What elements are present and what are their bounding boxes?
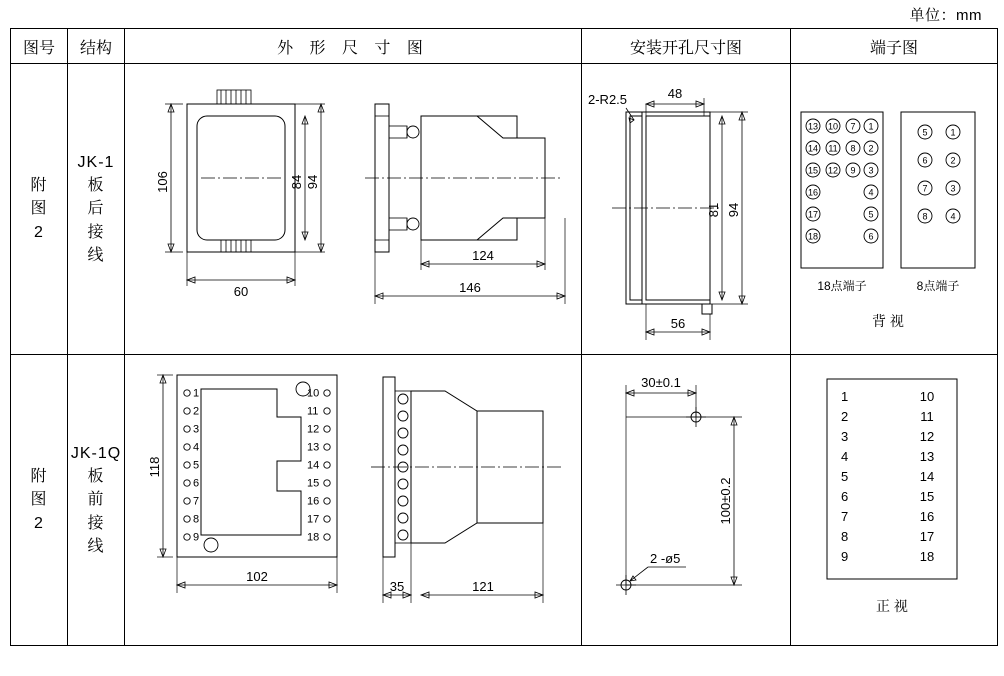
terminal-num: 14 <box>807 143 819 154</box>
terminal-num: 6 <box>868 231 874 242</box>
dim-102: 102 <box>246 569 268 584</box>
terminal-num: 16 <box>807 187 819 198</box>
figure-no-char: 2 <box>34 223 44 241</box>
terminal-num: 15 <box>807 165 819 176</box>
cell-outline-1 <box>125 64 582 355</box>
cell-terminal-2 <box>791 355 998 646</box>
cell-structure-2 <box>68 355 125 646</box>
table-row <box>11 355 998 646</box>
caption-8pt: 8点端子 <box>916 279 960 293</box>
terminal-num: 9 <box>850 165 856 176</box>
dim-106: 106 <box>155 171 170 193</box>
structure-char: JK-1 <box>77 154 115 172</box>
header-terminal: 端子图 <box>791 29 998 64</box>
terminal-num: 15 <box>919 489 935 504</box>
dim-48: 48 <box>667 86 683 101</box>
unit-note: 单位：mm <box>909 7 982 24</box>
cell-figure-no-1 <box>11 64 68 355</box>
figure-no-char: 图 <box>30 200 48 218</box>
terminal-num: 17 <box>807 209 819 220</box>
structure-char: JK-1Q <box>70 445 122 463</box>
pin-label: 16 <box>307 495 320 508</box>
terminal-num: 18 <box>919 549 935 564</box>
terminal-num: 3 <box>950 183 956 194</box>
terminal-num: 10 <box>827 121 839 132</box>
terminal-diagram-jk1q <box>791 355 995 643</box>
terminal-num: 6 <box>922 155 928 166</box>
caption-18pt: 18点端子 <box>817 279 867 293</box>
terminal-num: 18 <box>807 231 819 242</box>
dim-118: 118 <box>147 456 162 478</box>
terminal-num: 2 <box>841 409 849 424</box>
terminal-num: 3 <box>868 165 874 176</box>
dim-2-d5: 2 -ø5 <box>650 551 681 566</box>
structure-1 <box>68 151 124 267</box>
structure-2 <box>68 442 124 558</box>
terminal-num: 2 <box>868 143 874 154</box>
terminal-num: 5 <box>841 469 849 484</box>
terminal-num: 14 <box>919 469 935 484</box>
pin-label: 13 <box>307 441 320 454</box>
dim-2R25: 2-R2.5 <box>588 92 628 107</box>
terminal-num: 17 <box>919 529 935 544</box>
table-row <box>11 64 998 355</box>
cell-outline-2 <box>125 355 582 646</box>
cell-terminal-1 <box>791 64 998 355</box>
pin-label: 12 <box>307 423 320 436</box>
cell-figure-no-2 <box>11 355 68 646</box>
terminal-num: 4 <box>841 449 849 464</box>
pin-label: 2 <box>193 405 200 418</box>
cell-mounting-1 <box>582 64 791 355</box>
header-outline: 外 形 尺 寸 图 <box>125 29 582 64</box>
terminal-num: 9 <box>841 549 849 564</box>
terminal-num: 7 <box>922 183 928 194</box>
terminal-num: 2 <box>950 155 956 166</box>
dim-35: 35 <box>389 579 405 594</box>
dim-81: 81 <box>706 202 721 218</box>
pin-label: 7 <box>193 495 200 508</box>
dim-60: 60 <box>233 284 249 299</box>
terminal-num: 12 <box>827 165 839 176</box>
dim-124: 124 <box>472 248 494 263</box>
terminal-num: 8 <box>850 143 856 154</box>
structure-char: 接 <box>87 514 105 532</box>
table-header-row <box>11 29 998 64</box>
structure-char: 前 <box>87 491 105 509</box>
pin-label: 10 <box>307 387 320 400</box>
outline-drawing-jk1 <box>125 64 579 352</box>
structure-char: 板 <box>87 177 105 195</box>
dim-121: 121 <box>472 579 494 594</box>
dim-84: 84 <box>289 174 304 190</box>
pin-label: 1 <box>193 387 200 400</box>
header-mounting: 安装开孔尺寸图 <box>582 29 791 64</box>
terminal-num: 5 <box>922 127 928 138</box>
terminal-num: 13 <box>919 449 935 464</box>
terminal-num: 7 <box>850 121 856 132</box>
figure-no-char: 附 <box>30 468 48 486</box>
structure-char: 线 <box>87 246 105 264</box>
terminal-num: 11 <box>828 143 838 154</box>
dim-146: 146 <box>459 280 481 295</box>
terminal-num: 1 <box>868 121 874 132</box>
pin-label: 6 <box>193 477 200 490</box>
pin-label: 14 <box>307 459 320 472</box>
dim-56: 56 <box>670 316 686 331</box>
caption-view-back: 背 视 <box>872 313 904 329</box>
terminal-num: 16 <box>919 509 935 524</box>
terminal-num: 8 <box>922 211 928 222</box>
pin-label: 11 <box>307 405 319 418</box>
cell-mounting-2 <box>582 355 791 646</box>
terminal-num: 7 <box>841 509 849 524</box>
mounting-drawing-jk1 <box>582 64 788 352</box>
structure-char: 后 <box>87 200 105 218</box>
dim-94-mount: 94 <box>726 202 741 218</box>
dim-94: 94 <box>305 174 320 190</box>
pin-label: 17 <box>307 513 320 526</box>
terminal-num: 5 <box>868 209 874 220</box>
figure-no-2 <box>11 465 67 535</box>
structure-char: 线 <box>87 537 105 555</box>
figure-no-1 <box>11 174 67 244</box>
mounting-drawing-jk1q <box>582 355 788 643</box>
pin-label: 4 <box>193 441 200 454</box>
dim-30: 30±0.1 <box>641 375 681 390</box>
terminal-diagram-jk1 <box>791 64 995 352</box>
structure-char: 接 <box>87 223 105 241</box>
pin-label: 3 <box>193 423 200 436</box>
terminal-num: 4 <box>868 187 874 198</box>
cell-structure-1 <box>68 64 125 355</box>
dimension-table <box>10 28 998 646</box>
outline-drawing-jk1q <box>125 355 579 643</box>
terminal-num: 1 <box>950 127 956 138</box>
pin-label: 8 <box>193 513 200 526</box>
pin-label: 9 <box>193 531 200 544</box>
terminal-num: 12 <box>919 429 935 444</box>
structure-char: 板 <box>87 468 105 486</box>
pin-label: 18 <box>307 531 320 544</box>
terminal-num: 1 <box>841 389 849 404</box>
header-figure-no: 图号 <box>11 29 68 64</box>
terminal-num: 6 <box>841 489 849 504</box>
terminal-num: 8 <box>841 529 849 544</box>
figure-no-char: 图 <box>30 491 48 509</box>
terminal-num: 13 <box>807 121 819 132</box>
pin-label: 15 <box>307 477 320 490</box>
caption-view-front: 正 视 <box>876 598 908 614</box>
terminal-num: 4 <box>950 211 956 222</box>
pin-label: 5 <box>193 459 200 472</box>
terminal-num: 10 <box>919 389 935 404</box>
figure-no-char: 2 <box>34 514 44 532</box>
dim-100: 100±0.2 <box>718 477 733 525</box>
terminal-num: 11 <box>920 409 934 424</box>
header-structure: 结构 <box>68 29 125 64</box>
terminal-num: 3 <box>841 429 849 444</box>
figure-no-char: 附 <box>30 177 48 195</box>
